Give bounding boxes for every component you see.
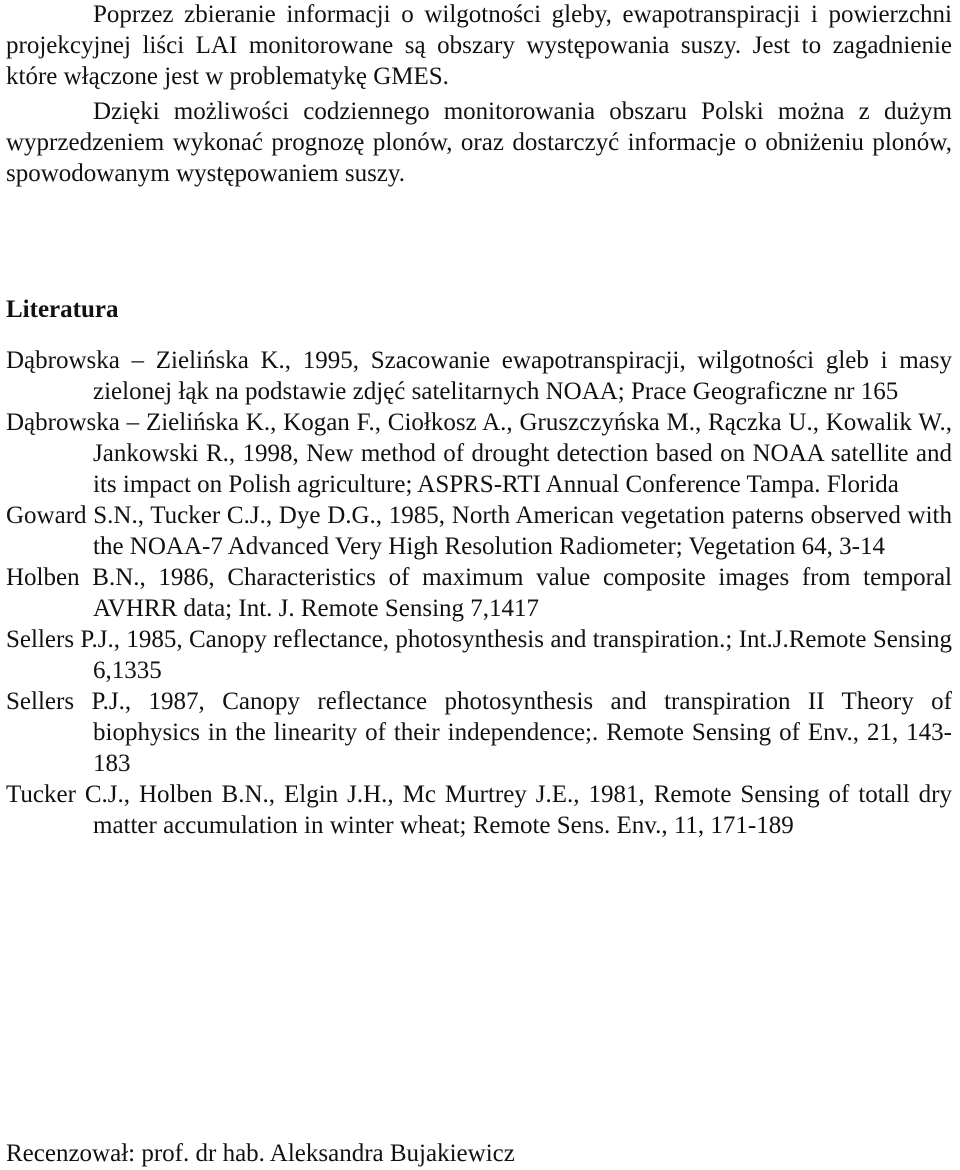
reference-item: Sellers P.J., 1985, Canopy reflectance, photosynthesis and transpiration.; Int.J.Remote Sensing 6,1335 [6,626,952,684]
document-page [6,0,952,841]
reviewer-line: Recenzował: prof. dr hab. Aleksandra Bujakiewicz [6,1140,515,1167]
reference-list [6,345,952,841]
reference-item: Holben B.N., 1986, Characteristics of maximum value composite images from temporal AVHRR data; Int. J. Remote Sensing 7,1417 [6,564,952,622]
body-paragraph: Poprzez zbieranie informacji o wilgotności gleby, ewapotranspiracji i powierzchni projekcyjnej liści LAI monitorowane są obszary występowania suszy. Jest to zagadnienie które włączone jest w problematykę GMES. [6,1,952,90]
reference-item: Dąbrowska – Zielińska K., 1995, Szacowanie ewapotranspiracji, wilgotności gleb i masy zielonej łąk na podstawie zdjęć satelitarnych NOAA; Prace Geograficzne nr 165 [6,347,952,405]
reference-item: Sellers P.J., 1987, Canopy reflectance photosynthesis and transpiration II Theory of biophysics in the linearity of their independence;. Remote Sensing of Env., 21, 143-183 [6,688,952,777]
reference-item: Goward S.N., Tucker C.J., Dye D.G., 1985, North American vegetation paterns observed with the NOAA-7 Advanced Very High Resolution Radiometer; Vegetation 64, 3-14 [6,502,952,560]
reference-item: Dąbrowska – Zielińska K., Kogan F., Ciołkosz A., Gruszczyńska M., Rączka U., Kowalik W., Jankowski R., 1998, New method of drought detection based on NOAA satellite and its impact on Polish agriculture; ASPRS-RTI Annual Conference Tampa. Florida [6,409,952,498]
section-heading: Literatura [6,296,119,323]
reference-item: Tucker C.J., Holben B.N., Elgin J.H., Mc Murtrey J.E., 1981, Remote Sensing of totall dry matter accumulation in winter wheat; Remote Sens. Env., 11, 171-189 [6,781,952,839]
body-paragraph: Dzięki możliwości codziennego monitorowania obszaru Polski można z dużym wyprzedzeniem wykonać prognozę plonów, oraz dostarczyć informacje o obniżeniu plonów, spowodowanym występowaniem suszy. [6,98,952,187]
